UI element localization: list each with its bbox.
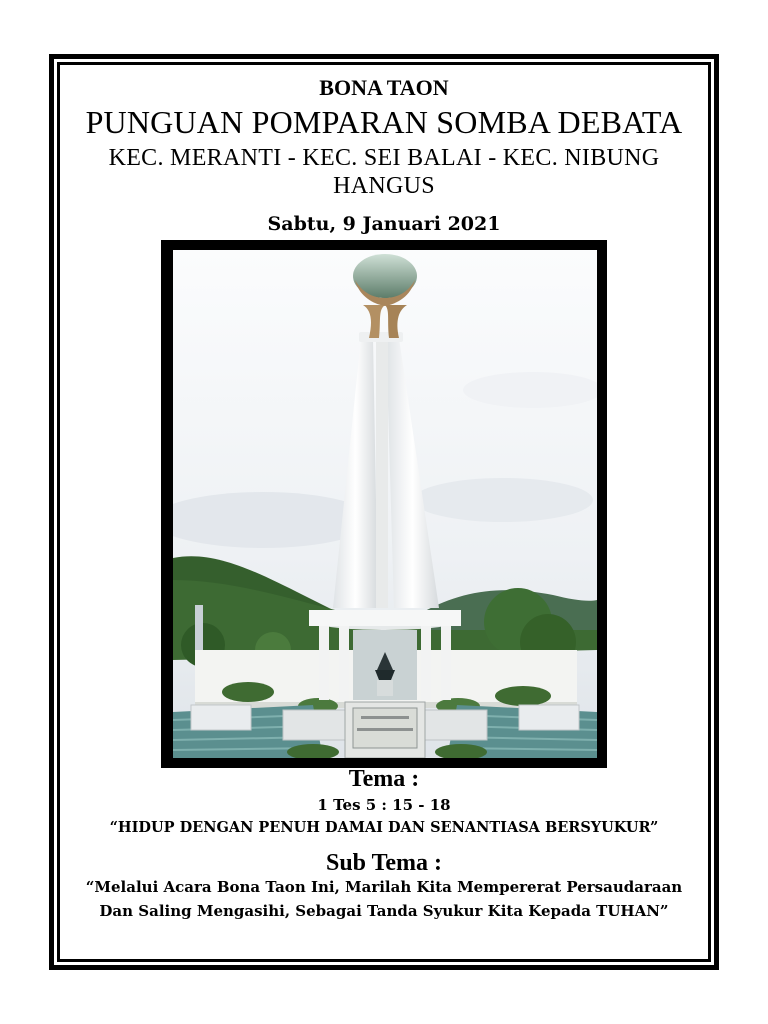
theme-quote: “HIDUP DENGAN PENUH DAMAI DAN SENANTIASA BERSYUKUR” [109, 819, 659, 836]
event-date: Sabtu, 9 Januari 2021 [267, 213, 501, 235]
monument-photo [173, 250, 597, 758]
theme-verse: 1 Tes 5 : 15 - 18 [317, 796, 451, 814]
theme-label: Tema : [348, 766, 420, 792]
subtheme-quote: “Melalui Acara Bona Taon Ini, Marilah Kita Mempererat Persaudaraan Dan Saling Mengasihi, Sebagai Tanda Syukur Kita Kepada TUHAN” [85, 878, 683, 920]
header-title: BONA TAON [319, 75, 449, 100]
districts-line: KEC. MERANTI - KEC. SEI BALAI - KEC. NIBUNG HANGUS [108, 145, 660, 199]
organization-name: PUNGUAN POMPARAN SOMBA DEBATA [85, 104, 683, 140]
subtheme-label: Sub Tema : [325, 850, 443, 876]
